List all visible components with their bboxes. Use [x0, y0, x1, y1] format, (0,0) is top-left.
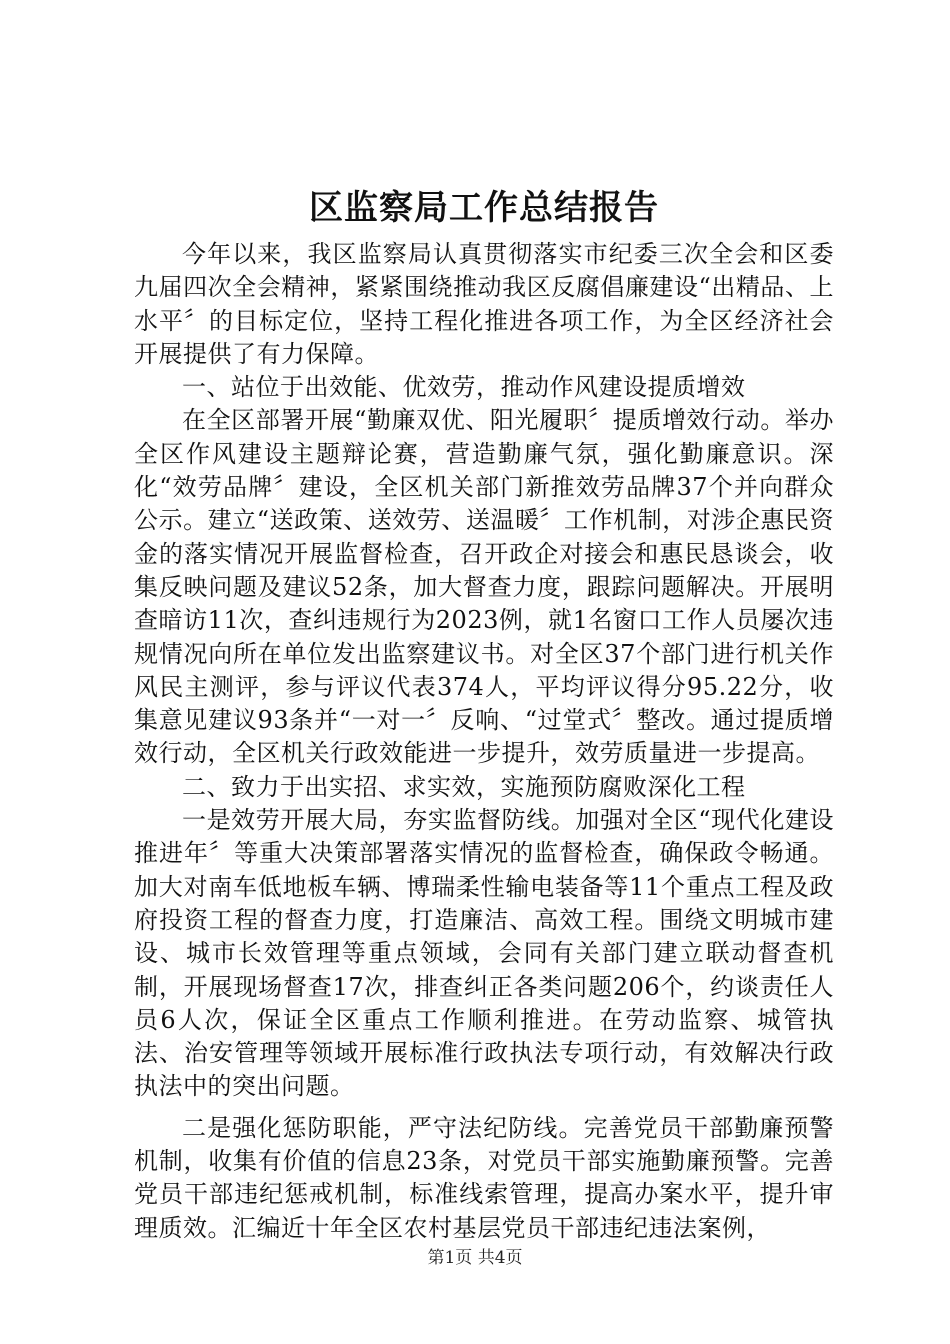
- section-heading-2: 二、致力于出实招、求实效，实施预防腐败深化工程: [182, 772, 746, 801]
- section-2-paragraph-1: 一是效劳开展大局，夯实监督防线。加强对全区“现代化建设推进年〞等重大决策部署落实情况的监督检查，确保政令畅通。加大对南车低地板车辆、博瑞柔性输电装备等11个重点工程及政府投资工程的督查力度，打造廉洁、高效工程。围绕文明城市建设、城市长效管理等重点领域，会同有关部门建立联动督查机制，开展现场督查17次，排查纠正各类问题206个，约谈责任人员6人次，保证全区重点工作顺利推进。在劳动监察、城管执法、治安管理等领域开展标准行政执法专项行动，有效解决行政执法中的突出问题。: [134, 806, 834, 1101]
- section-2-paragraph-2: 二是强化惩防职能，严守法纪防线。完善党员干部勤廉预警机制，收集有价值的信息23条，对党员干部实施勤廉预警。完善党员干部违纪惩戒机制，标准线索管理，提高办案水平，提升审理质效。汇编近十年全区农村基层党员干部违纪违法案例，: [134, 1113, 834, 1242]
- section-1-paragraph: 在全区部署开展“勤廉双优、阳光履职〞提质增效行动。举办全区作风建设主题辩论赛，营造勤廉气氛，强化勤廉意识。深化“效劳品牌〞建设，全区机关部门新推效劳品牌37个并向群众公示。建立“送政策、送效劳、送温暖〞工作机制，对涉企惠民资金的落实情况开展监督检查，召开政企对接会和惠民恳谈会，收集反映问题及建议52条，加大督查力度，跟踪问题解决。开展明查暗访11次，查纠违规行为2023例，就1名窗口工作人员屡次违规情况向所在单位发出监察建议书。对全区37个部门进行机关作风民主测评，参与评议代表374人，平均评议得分95.22分，收集意见建议93条并“一对一〞反响、“过堂式〞整改。通过提质增效行动，全区机关行政效能进一步提升，效劳质量进一步提高。: [134, 406, 834, 768]
- document-title: 区监察局工作总结报告: [309, 188, 659, 228]
- intro-paragraph: 今年以来，我区监察局认真贯彻落实市纪委三次全会和区委九届四次全会精神，紧紧围绕推动我区反腐倡廉建设“出精品、上水平〞的目标定位，坚持工程化推进各项工作，为全区经济社会开展提供了有力保障。: [134, 240, 834, 368]
- document-body: [134, 180, 834, 1245]
- page-number-footer: 第1页 共4页: [427, 1248, 523, 1268]
- section-heading-1: 一、站位于出效能、优效劳，推动作风建设提质增效: [182, 373, 746, 402]
